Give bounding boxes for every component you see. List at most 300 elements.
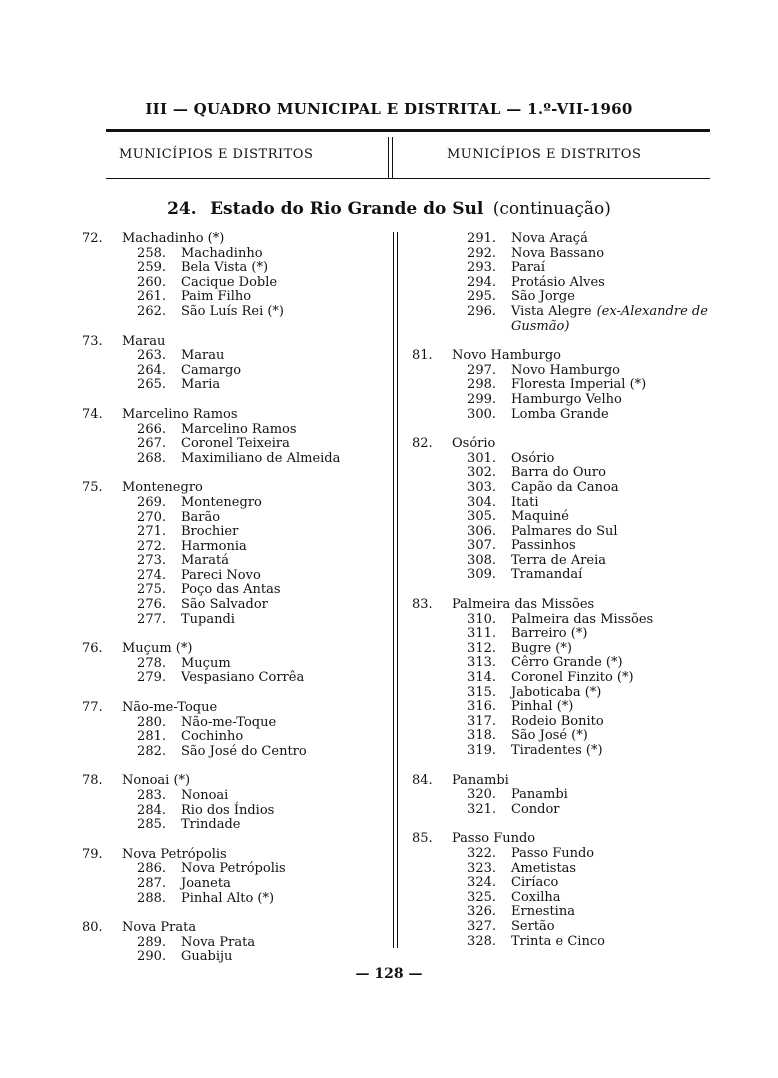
district-number: 306.	[467, 523, 496, 539]
indent	[82, 437, 122, 452]
municipality-block	[82, 232, 387, 320]
district-number: 309.	[467, 567, 496, 583]
municipality-block	[82, 335, 387, 393]
district-row	[412, 642, 742, 657]
district-number: 304.	[467, 494, 496, 510]
district-row	[412, 935, 742, 950]
district-number: 268.	[137, 450, 166, 466]
municipality-row	[82, 481, 387, 496]
indent	[412, 305, 452, 320]
municipality-row	[82, 408, 387, 423]
district-name: Pinhal Alto (*)	[181, 890, 275, 906]
district-number: 280.	[137, 714, 166, 730]
indent	[82, 892, 122, 907]
indent	[412, 481, 452, 496]
district-number: 322.	[467, 845, 496, 861]
district-number: 266.	[137, 421, 166, 437]
district-number: 326.	[467, 904, 496, 920]
district-name: Tupandi	[181, 611, 235, 627]
district-row	[412, 715, 742, 730]
indent	[82, 950, 122, 965]
indent	[412, 935, 452, 950]
district-number: 292.	[467, 245, 496, 261]
district-name: Joaneta	[181, 875, 231, 891]
district-name: Bela Vista (*)	[181, 260, 269, 276]
district-name: Muçum	[181, 655, 231, 671]
municipality-number: 78.	[82, 773, 103, 789]
indent	[412, 715, 452, 730]
district-number: 308.	[467, 552, 496, 568]
district-row	[412, 378, 742, 393]
district-name: Pinhal (*)	[511, 699, 574, 715]
municipality-name: Muçum (*)	[122, 641, 193, 657]
indent	[412, 554, 452, 569]
district-number: 288.	[137, 890, 166, 906]
indent	[82, 247, 122, 262]
district-row	[82, 496, 387, 511]
district-number: 274.	[137, 567, 166, 583]
district-name: Camargo	[181, 362, 242, 378]
indent	[412, 729, 452, 744]
district-row	[412, 905, 742, 920]
municipality-name: Marau	[122, 333, 166, 349]
municipality-number: 75.	[82, 480, 103, 496]
indent	[412, 510, 452, 525]
municipality-number: 80.	[82, 920, 103, 936]
page-number: — 128 —	[355, 966, 423, 982]
district-row	[412, 686, 742, 701]
indent	[412, 656, 452, 671]
district-name: Osório	[511, 450, 555, 466]
district-name: Paraí	[511, 260, 546, 276]
district-number: 278.	[137, 655, 166, 671]
municipality-block	[412, 598, 742, 759]
indent	[412, 466, 452, 481]
indent	[82, 423, 122, 438]
district-number: 327.	[467, 918, 496, 934]
district-name: Lomba Grande	[511, 406, 609, 422]
district-name: Brochier	[181, 524, 239, 540]
district-number: 261.	[137, 289, 166, 305]
district-note: (ex-Alexandre de	[596, 303, 708, 319]
indent	[412, 393, 452, 408]
district-name: Guabiju	[181, 949, 233, 965]
municipality-name: Machadinho (*)	[122, 231, 225, 246]
district-name: Maria	[181, 377, 221, 393]
indent	[82, 305, 122, 320]
district-row	[82, 818, 387, 833]
municipality-name: Marcelino Ramos	[122, 406, 238, 422]
indent	[82, 716, 122, 731]
municipality-number: 74.	[82, 406, 103, 422]
district-row	[82, 247, 387, 262]
municipality-number: 83.	[412, 597, 433, 613]
district-name: São Luís Rei (*)	[181, 303, 284, 319]
district-row	[412, 232, 742, 247]
district-row	[412, 920, 742, 935]
district-number: 287.	[137, 875, 166, 891]
indent	[412, 642, 452, 657]
district-name: Capão da Canoa	[511, 479, 619, 495]
district-name: São José (*)	[511, 728, 588, 744]
district-name: Passinhos	[511, 538, 576, 554]
district-name: Cochinho	[181, 729, 244, 745]
district-row	[82, 657, 387, 672]
district-row	[412, 656, 742, 671]
municipality-block	[82, 408, 387, 466]
municipality-row	[412, 832, 742, 847]
district-row	[82, 598, 387, 613]
district-number: 317.	[467, 713, 496, 729]
district-number: 270.	[137, 509, 166, 525]
district-name: Tiradentes (*)	[511, 743, 603, 758]
district-name: Vespasiano Corrêa	[181, 670, 305, 686]
municipality-block	[82, 701, 387, 759]
district-number: 265.	[137, 377, 166, 393]
indent	[82, 862, 122, 877]
district-number: 297.	[467, 362, 496, 378]
municipality-number: 79.	[82, 846, 103, 862]
district-name: Maratá	[181, 553, 230, 569]
municipality-block	[412, 774, 742, 818]
district-row	[412, 408, 742, 423]
district-row	[412, 729, 742, 744]
municipality-name: Nova Petrópolis	[122, 846, 227, 862]
district-number: 319.	[467, 743, 496, 758]
indent	[82, 877, 122, 892]
district-row	[82, 525, 387, 540]
district-note: Gusmão)	[511, 318, 570, 334]
district-row	[82, 671, 387, 686]
district-number: 259.	[137, 260, 166, 276]
district-name: Cacique Doble	[181, 274, 278, 290]
indent	[412, 803, 452, 818]
district-name: Trinta e Cinco	[511, 933, 605, 949]
municipality-name: Palmeira das Missões	[452, 597, 595, 613]
indent	[82, 804, 122, 819]
district-name: Maximiliano de Almeida	[181, 450, 341, 466]
municipality-name: Nonoai (*)	[122, 773, 191, 789]
district-row	[412, 788, 742, 803]
district-row	[412, 627, 742, 642]
indent	[412, 276, 452, 291]
district-name: Barão	[181, 509, 221, 525]
indent	[82, 818, 122, 833]
district-name: Pareci Novo	[181, 567, 261, 583]
district-name: Paim Filho	[181, 289, 252, 305]
district-name: Nova Prata	[181, 934, 256, 950]
district-name: Floresta Imperial (*)	[511, 377, 647, 393]
district-row	[82, 730, 387, 745]
municipality-row	[82, 701, 387, 716]
municipality-name: Novo Hamburgo	[452, 348, 561, 364]
indent	[412, 261, 452, 276]
municipality-row	[82, 774, 387, 789]
indent	[412, 891, 452, 906]
indent	[412, 247, 452, 262]
municipality-block	[82, 481, 387, 627]
district-row	[412, 876, 742, 891]
district-name: Coronel Finzito (*)	[511, 670, 634, 686]
district-name: São Jorge	[511, 289, 575, 305]
district-number: 313.	[467, 655, 496, 671]
district-row	[412, 700, 742, 715]
district-number: 325.	[467, 889, 496, 905]
district-row	[82, 261, 387, 276]
indent	[412, 613, 452, 628]
district-number: 299.	[467, 391, 496, 407]
district-row	[412, 803, 742, 818]
district-number: 328.	[467, 933, 496, 949]
indent	[82, 657, 122, 672]
indent	[82, 349, 122, 364]
district-note-continuation	[412, 320, 742, 335]
district-row	[82, 540, 387, 555]
district-name: Vista Alegre	[511, 303, 592, 319]
district-row	[412, 847, 742, 862]
district-number: 307.	[467, 538, 496, 554]
municipality-block	[82, 642, 387, 686]
district-name: Itati	[511, 494, 539, 510]
indent	[412, 920, 452, 935]
indent	[412, 847, 452, 862]
district-row	[412, 290, 742, 305]
district-row	[412, 496, 742, 511]
municipality-block	[412, 437, 742, 583]
indent	[412, 700, 452, 715]
indent	[412, 627, 452, 642]
district-row	[82, 950, 387, 965]
district-number: 258.	[137, 245, 166, 261]
district-name: Nova Petrópolis	[181, 861, 286, 877]
district-row	[82, 789, 387, 804]
municipality-name: Osório	[452, 436, 496, 452]
district-row	[82, 437, 387, 452]
district-number: 320.	[467, 787, 496, 803]
district-row	[82, 583, 387, 598]
district-row	[82, 423, 387, 438]
district-name: Nonoai	[181, 788, 229, 803]
district-name: Marau	[181, 348, 225, 364]
district-row	[82, 862, 387, 877]
indent	[82, 261, 122, 276]
district-row	[82, 804, 387, 819]
district-name: Montenegro	[181, 494, 262, 510]
municipality-row	[412, 437, 742, 452]
district-row	[412, 568, 742, 583]
district-number: 314.	[467, 670, 496, 686]
indent	[412, 408, 452, 423]
district-name: Bugre (*)	[511, 640, 572, 656]
indent	[82, 598, 122, 613]
municipality-block	[82, 774, 387, 832]
district-name: Nova Bassano	[511, 245, 605, 261]
district-number: 290.	[137, 949, 166, 965]
district-row	[412, 247, 742, 262]
district-name: São José do Centro	[181, 743, 307, 759]
indent	[82, 540, 122, 555]
district-row	[82, 276, 387, 291]
municipality-number: 85.	[412, 831, 433, 847]
district-name: Rodeio Bonito	[511, 713, 604, 729]
district-row	[82, 305, 387, 320]
municipality-row	[82, 232, 387, 247]
district-number: 271.	[137, 524, 166, 540]
district-name: Condor	[511, 801, 560, 817]
district-name: Panambi	[511, 787, 568, 803]
indent	[412, 364, 452, 379]
district-row	[412, 671, 742, 686]
continuation-note: (continuação)	[492, 199, 611, 219]
district-name: Passo Fundo	[511, 845, 595, 861]
state-name: Estado do Rio Grande do Sul	[210, 199, 484, 219]
indent	[412, 539, 452, 554]
municipality-block	[82, 921, 387, 965]
district-name: Trindade	[181, 817, 241, 833]
indent	[82, 936, 122, 951]
district-row	[82, 745, 387, 760]
indent	[412, 671, 452, 686]
indent	[412, 290, 452, 305]
district-number: 294.	[467, 274, 496, 290]
district-row	[82, 290, 387, 305]
left-column	[82, 232, 387, 965]
district-row	[412, 539, 742, 554]
section-title	[0, 199, 778, 219]
district-row	[412, 510, 742, 525]
municipality-number: 82.	[412, 436, 433, 452]
district-number: 321.	[467, 801, 496, 817]
indent	[412, 876, 452, 891]
district-name: Poço das Antas	[181, 582, 281, 598]
column-divider	[397, 232, 398, 948]
district-number: 324.	[467, 875, 496, 891]
indent	[412, 568, 452, 583]
district-number: 301.	[467, 450, 496, 466]
district-number: 296.	[467, 303, 496, 319]
district-name: Ametistas	[511, 860, 577, 876]
district-row	[82, 936, 387, 951]
municipality-block	[82, 848, 387, 906]
district-row	[412, 613, 742, 628]
district-number: 269.	[137, 494, 166, 510]
district-number: 311.	[467, 626, 496, 642]
district-number: 277.	[137, 611, 166, 627]
district-row	[82, 569, 387, 584]
municipality-row	[82, 642, 387, 657]
indent	[412, 496, 452, 511]
district-row	[82, 349, 387, 364]
district-row	[412, 891, 742, 906]
right-column	[412, 232, 742, 949]
column-header-right: MUNICÍPIOS E DISTRITOS	[447, 147, 642, 162]
district-name: Machadinho	[181, 245, 263, 261]
district-number: 267.	[137, 436, 166, 452]
running-title: III — QUADRO MUNICIPAL E DISTRITAL — 1.º-VII-1960	[145, 100, 633, 118]
district-number: 284.	[137, 802, 166, 818]
district-number: 312.	[467, 640, 496, 656]
district-row	[412, 393, 742, 408]
district-name: Coxilha	[511, 889, 561, 905]
district-row	[412, 276, 742, 291]
district-name: Palmeira das Missões	[511, 611, 654, 627]
municipality-block	[412, 349, 742, 422]
district-row	[82, 716, 387, 731]
district-row	[412, 261, 742, 276]
district-name: Novo Hamburgo	[511, 362, 620, 378]
indent	[412, 452, 452, 467]
district-number: 293.	[467, 260, 496, 276]
district-name: Rio dos Índios	[181, 802, 275, 818]
district-number: 272.	[137, 538, 166, 554]
district-row	[412, 554, 742, 569]
municipality-name: Panambi	[452, 772, 509, 788]
indent	[82, 364, 122, 379]
district-name: Coronel Teixeira	[181, 436, 290, 452]
district-number: 282.	[137, 743, 166, 759]
indent	[82, 511, 122, 526]
district-name: Cêrro Grande (*)	[511, 655, 623, 671]
district-number: 289.	[137, 934, 166, 950]
indent	[82, 789, 122, 804]
district-number: 286.	[137, 861, 166, 877]
district-row	[412, 466, 742, 481]
indent	[412, 788, 452, 803]
district-row	[82, 511, 387, 526]
municipality-row	[82, 335, 387, 350]
district-number: 262.	[137, 303, 166, 319]
district-name: Barreiro (*)	[511, 626, 588, 642]
municipality-row	[412, 774, 742, 789]
district-number: 302.	[467, 465, 496, 481]
municipality-name: Montenegro	[122, 480, 203, 496]
district-number: 305.	[467, 509, 496, 525]
district-number: 276.	[137, 597, 166, 613]
district-row	[82, 364, 387, 379]
district-number: 285.	[137, 817, 166, 833]
district-row	[82, 452, 387, 467]
indent	[82, 276, 122, 291]
district-row	[82, 892, 387, 907]
district-row	[412, 305, 742, 320]
district-number: 264.	[137, 362, 166, 378]
municipality-number: 73.	[82, 333, 103, 349]
indent	[412, 686, 452, 701]
indent	[82, 730, 122, 745]
district-number: 318.	[467, 728, 496, 744]
district-row	[82, 554, 387, 569]
indent	[82, 525, 122, 540]
district-name: Maquiné	[511, 509, 569, 525]
indent	[412, 905, 452, 920]
municipality-name: Nova Prata	[122, 920, 197, 936]
indent	[82, 671, 122, 686]
district-number: 315.	[467, 684, 496, 700]
district-number: 283.	[137, 788, 166, 803]
district-number: 279.	[137, 670, 166, 686]
municipality-number: 84.	[412, 772, 433, 788]
district-number: 281.	[137, 729, 166, 745]
district-name: Terra de Areia	[511, 552, 607, 568]
district-name: Nova Araçá	[511, 231, 588, 246]
district-number: 300.	[467, 406, 496, 422]
indent	[82, 378, 122, 393]
district-name: Não-me-Toque	[181, 714, 277, 730]
indent	[82, 569, 122, 584]
column-header-left: MUNICÍPIOS E DISTRITOS	[119, 147, 314, 162]
district-name: Sertão	[511, 918, 555, 934]
district-row	[412, 452, 742, 467]
